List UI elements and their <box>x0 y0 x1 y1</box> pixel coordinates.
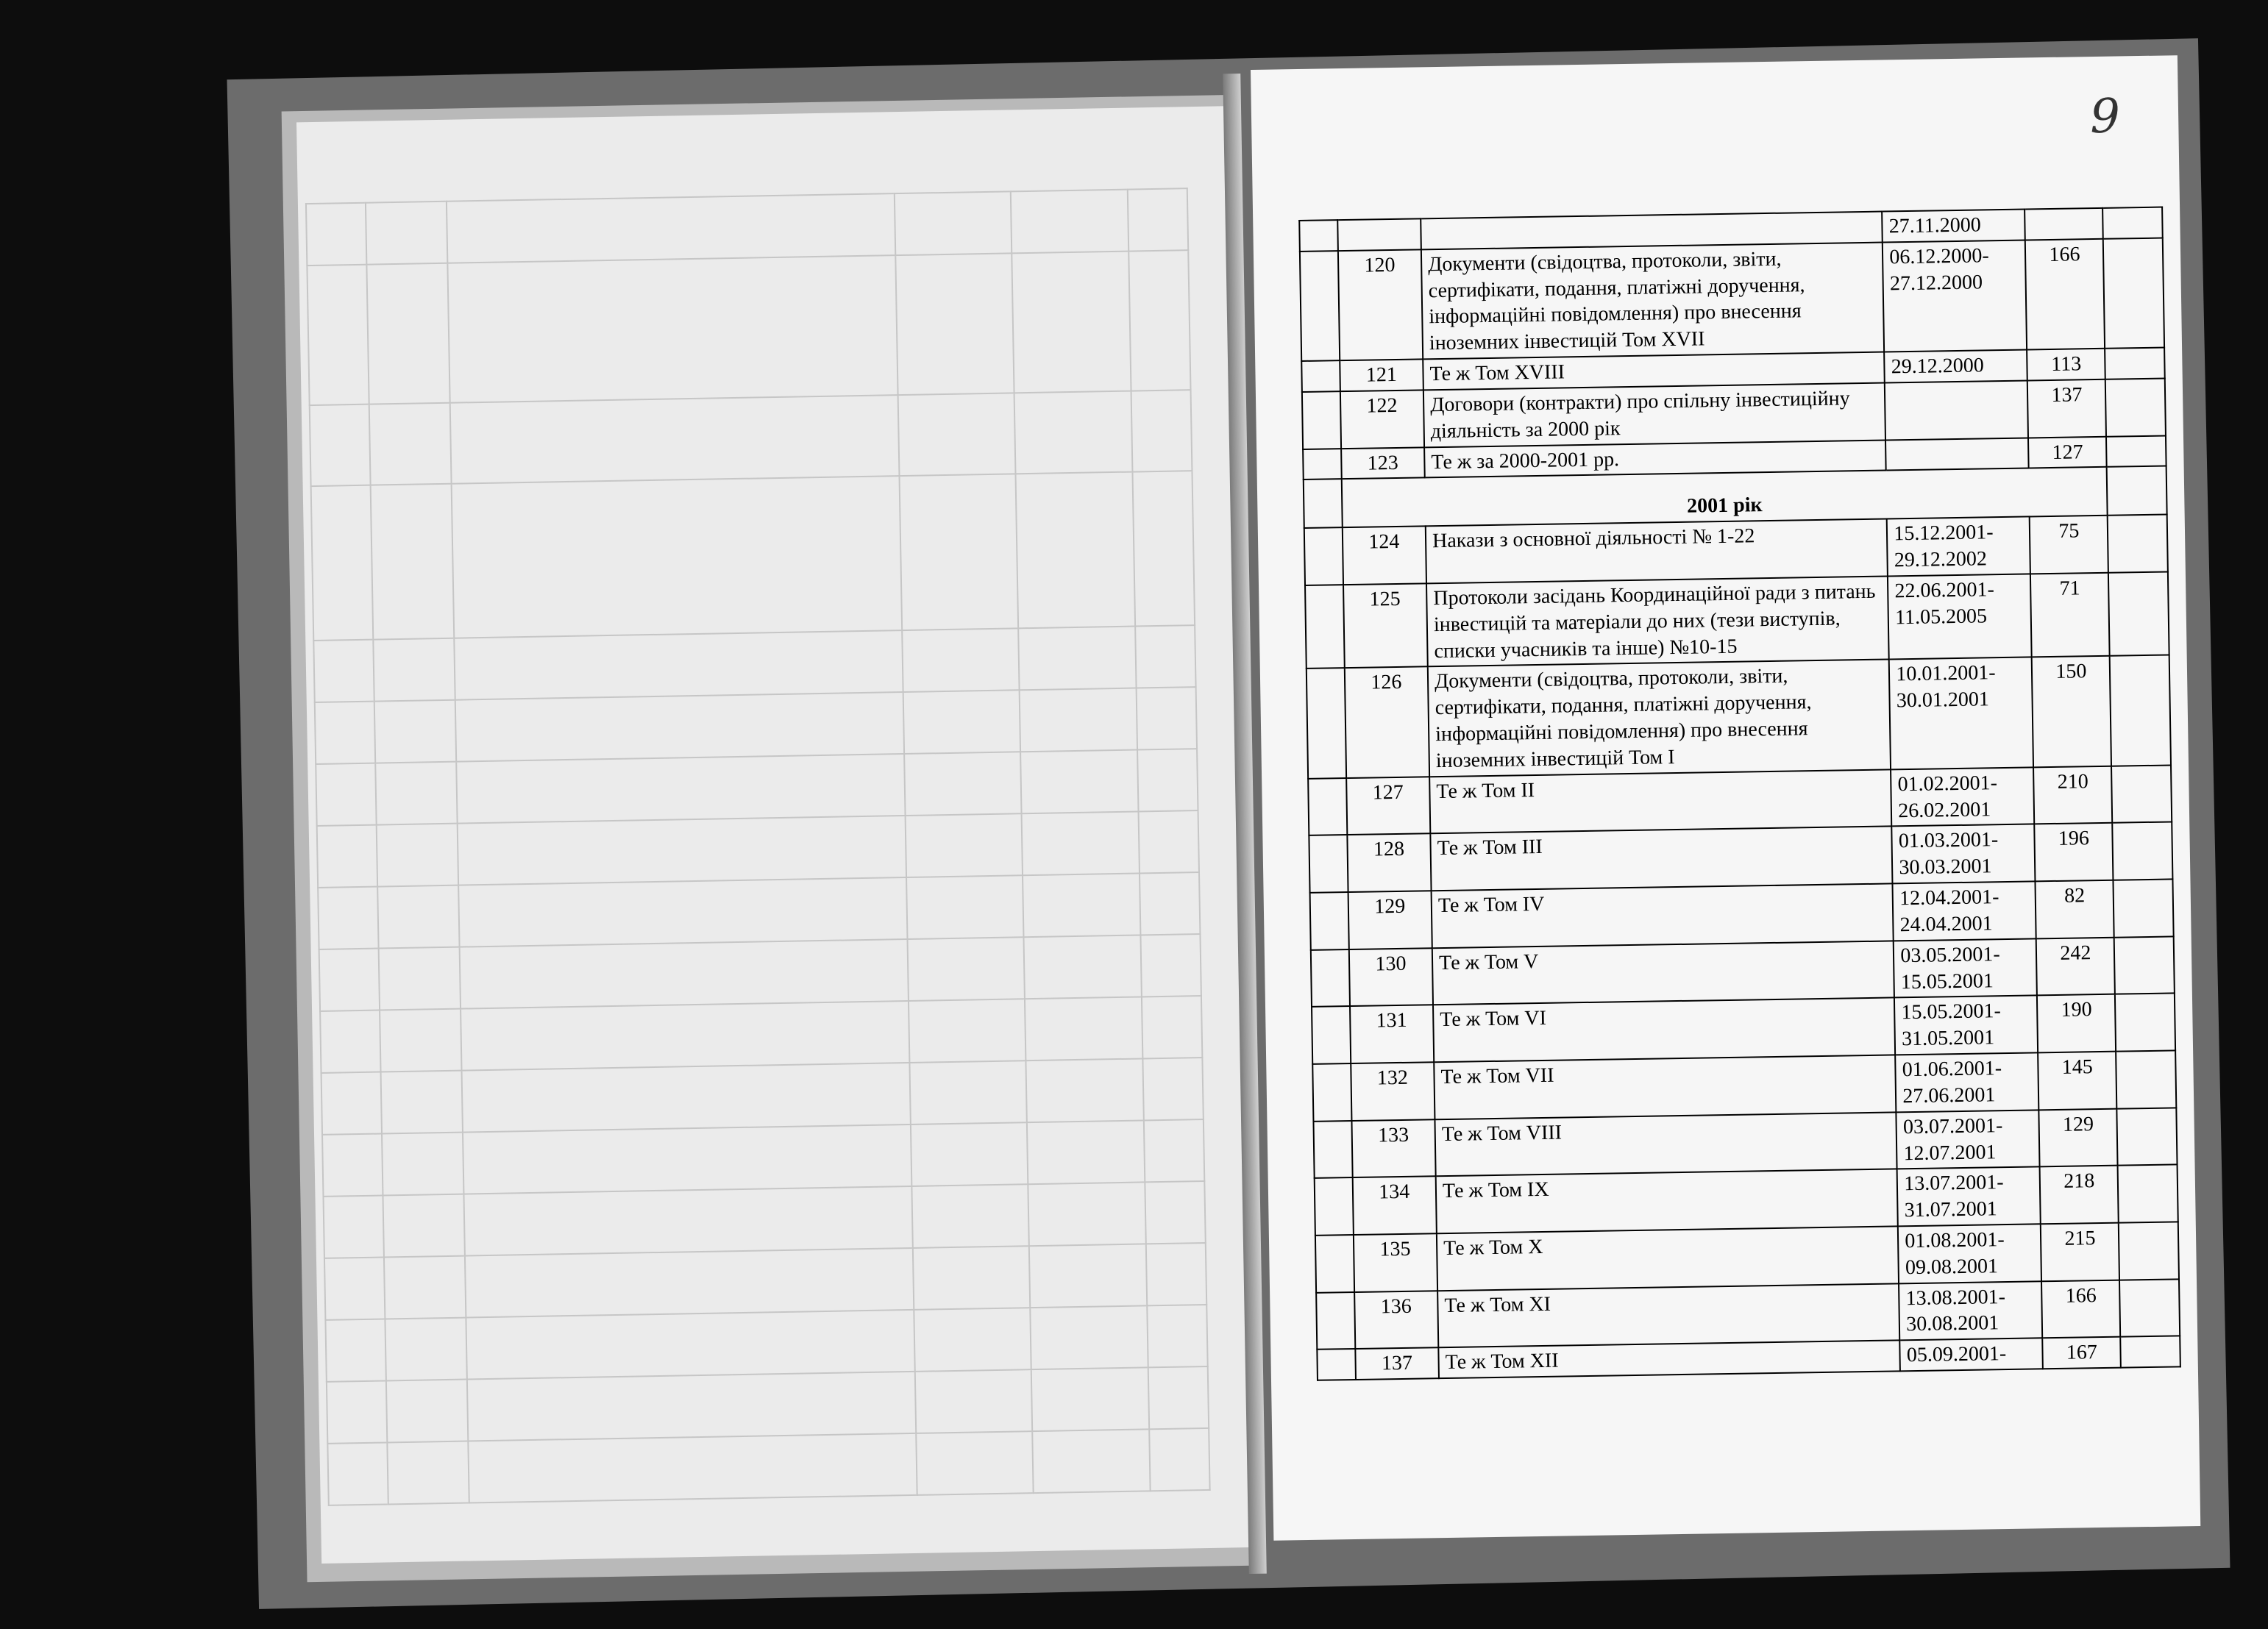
row-dates <box>1885 438 2029 471</box>
row-dates: 01.03.2001-30.03.2001 <box>1892 824 2036 884</box>
row-title: Договори (контракти) про спільну інвестиційну діяльність за 2000 рік <box>1423 382 1885 446</box>
row-pages: 190 <box>2037 994 2116 1052</box>
table-row <box>1300 238 2164 361</box>
row-pages: 127 <box>2028 436 2107 468</box>
row-title: Те ж Том X <box>1437 1226 1899 1290</box>
row-number: 121 <box>1340 360 1423 392</box>
row-dates: 13.07.2001-31.07.2001 <box>1897 1167 2041 1227</box>
row-title: Документи (свідоцтва, протоколи, звіти, сертифікати, подання, платіжні доручення, інформаційні повідомлення) про внесення іноземних інвестицій Том I <box>1428 660 1891 777</box>
row-pages: 196 <box>2034 823 2113 881</box>
row-number: 120 <box>1337 249 1423 360</box>
row-dates: 01.08.2001-09.08.2001 <box>1898 1224 2041 1283</box>
row-number: 122 <box>1340 390 1424 448</box>
row-title: Те ж Том VII <box>1434 1055 1896 1119</box>
table-row <box>1305 571 2169 669</box>
row-number: 134 <box>1352 1177 1437 1235</box>
row-number: 132 <box>1351 1062 1435 1120</box>
row-number: 127 <box>1346 777 1431 835</box>
row-title: Те ж Том II <box>1429 769 1891 833</box>
row-title: Те ж Том VIII <box>1435 1112 1896 1176</box>
row-dates: 29.12.2000 <box>1884 350 2027 383</box>
row-number: 133 <box>1351 1119 1436 1177</box>
row-title: Те ж Том XI <box>1437 1283 1899 1347</box>
row-title: Накази з основної діяльності № 1-22 <box>1426 519 1888 583</box>
row-title: Те ж Том XVIII <box>1423 352 1885 391</box>
row-number: 131 <box>1350 1005 1435 1063</box>
row-title: Те ж Том V <box>1432 941 1894 1005</box>
row-title: Те ж Том IV <box>1432 883 1894 947</box>
row-pages: 242 <box>2036 937 2115 995</box>
page-number: 9 <box>2089 89 2121 145</box>
left-page <box>296 106 1263 1564</box>
row-title: Те ж Том XII <box>1438 1341 1900 1379</box>
row-dates: 01.02.2001-26.02.2001 <box>1891 767 2034 827</box>
row-pages: 75 <box>2030 516 2108 574</box>
row-number: 124 <box>1342 527 1426 585</box>
row-pages: 71 <box>2030 573 2110 657</box>
row-number: 130 <box>1348 948 1433 1006</box>
row-dates: 15.12.2001-29.12.2002 <box>1887 517 2030 577</box>
section-heading: 2001 рік <box>1341 467 2108 527</box>
row-number: 136 <box>1354 1291 1439 1349</box>
row-number: 129 <box>1348 891 1432 949</box>
row-dates: 03.05.2001-15.05.2001 <box>1894 938 2037 998</box>
row-number: 126 <box>1344 667 1429 778</box>
row-pages: 145 <box>2038 1052 2116 1110</box>
row-number: 135 <box>1353 1233 1437 1291</box>
row-dates: 01.06.2001-27.06.2001 <box>1895 1052 2038 1112</box>
row-title: Протоколи засідань Координаційної ради з питань інвестицій та матеріали до них (тези виступів, списки учасників та інше) №10-15 <box>1426 576 1889 666</box>
row-pages: 113 <box>2027 349 2105 380</box>
row-title: Документи (свідоцтва, протоколи, звіти, сертифікати, подання, платіжні доручення, інформаційні повідомлення) про внесення іноземних інвестицій Том XVII <box>1421 242 1885 359</box>
row-number: 123 <box>1341 447 1425 480</box>
row-dates: 15.05.2001-31.05.2001 <box>1894 996 2038 1055</box>
row-dates: 22.06.2001-11.05.2005 <box>1888 574 2032 660</box>
row-pages: 167 <box>2042 1337 2121 1369</box>
row-number: 137 <box>1355 1348 1439 1380</box>
row-pages: 166 <box>2025 239 2105 350</box>
row-pages: 166 <box>2041 1280 2120 1338</box>
row-pages: 129 <box>2039 1108 2118 1166</box>
row-number: 125 <box>1343 583 1428 668</box>
row-dates <box>1885 380 2028 440</box>
row-number: 128 <box>1347 834 1432 892</box>
row-title: Те ж Том IX <box>1436 1169 1898 1233</box>
row-pages <box>2025 208 2103 240</box>
right-page <box>1251 55 2200 1541</box>
row-pages: 137 <box>2027 379 2106 438</box>
row-title: Те ж Том VI <box>1433 998 1895 1062</box>
row-dates: 05.09.2001- <box>1900 1339 2044 1372</box>
row-dates: 03.07.2001-12.07.2001 <box>1896 1110 2040 1169</box>
row-number <box>1337 218 1421 251</box>
row-dates: 27.11.2000 <box>1882 209 2025 242</box>
row-pages: 215 <box>2041 1223 2119 1281</box>
row-dates: 10.01.2001-30.01.2001 <box>1889 657 2033 769</box>
row-dates: 12.04.2001-24.04.2001 <box>1893 881 2036 941</box>
row-pages: 150 <box>2032 656 2112 767</box>
row-pages: 210 <box>2033 766 2112 824</box>
table-row <box>1307 655 2171 779</box>
row-title: Те ж за 2000-2001 рр. <box>1424 440 1886 478</box>
row-title: Те ж Том III <box>1430 827 1892 891</box>
row-pages: 82 <box>2036 880 2114 938</box>
row-dates: 13.08.2001-30.08.2001 <box>1899 1281 2042 1341</box>
row-dates: 06.12.2000-27.12.2000 <box>1883 240 2027 352</box>
row-pages: 218 <box>2040 1166 2119 1224</box>
inventory-table <box>1298 207 2181 1381</box>
bleed-through-table <box>305 188 1211 1506</box>
